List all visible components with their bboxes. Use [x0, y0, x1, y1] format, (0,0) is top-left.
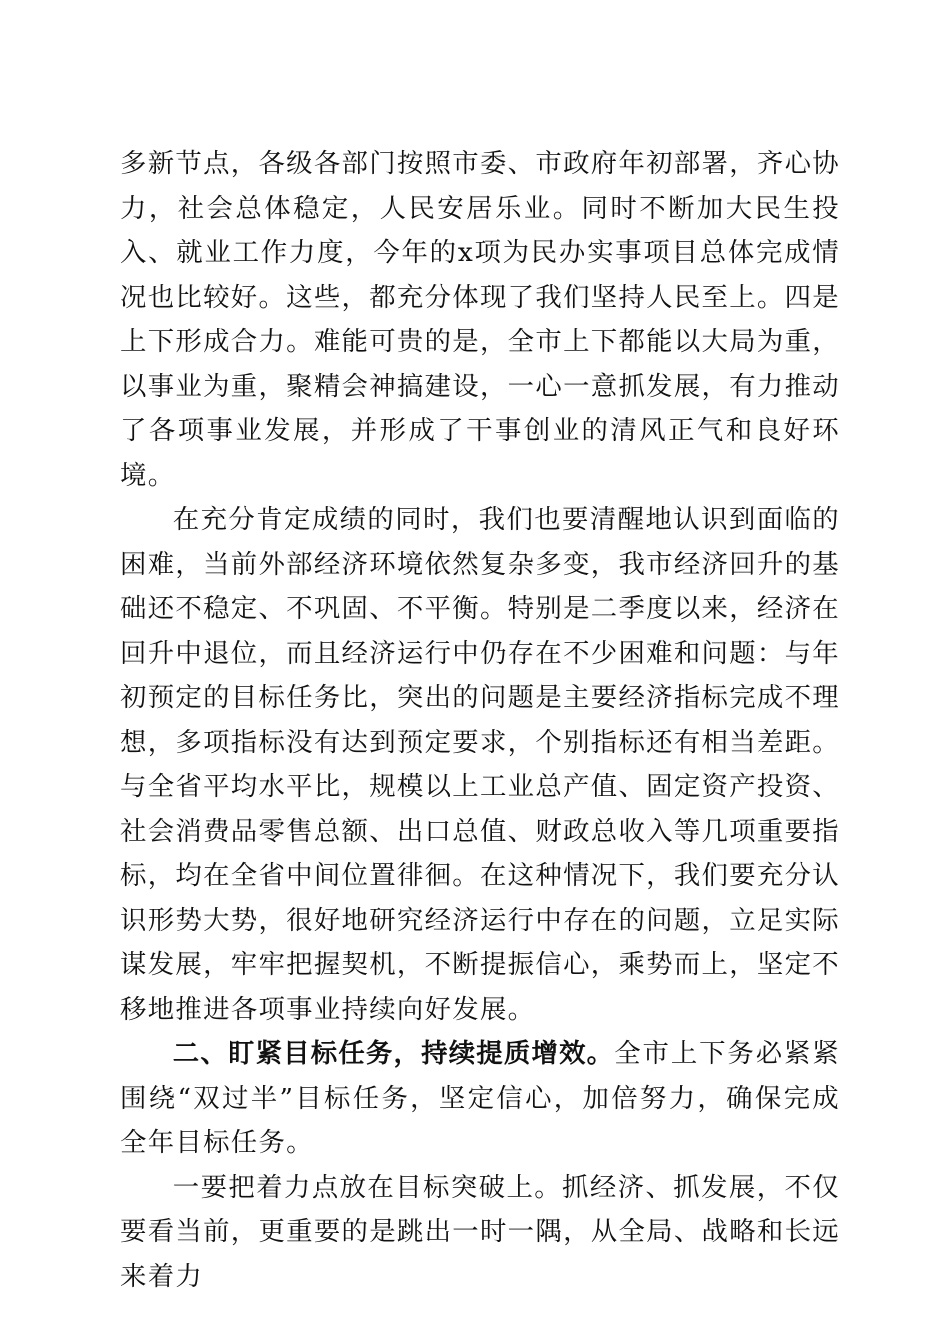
section-heading: 二、盯紧目标任务，持续提质增效。	[172, 1038, 615, 1069]
paragraph-3-text: 全市上下务必紧紧围绕“双过半”目标任务，坚定信心，加倍努力，确保完成全年目标任务。	[120, 1038, 840, 1158]
paragraph-1	[120, 142, 840, 498]
paragraph-1-text: 多新节点，各级各部门按照市委、市政府年初部署，齐心协力，社会总体稳定，人民安居乐业。同时不断加大民生投入、就业工作力度，今年的x项为民办实事项目总体完成情况也比较好。这些，都充分体现了我们坚持人民至上。四是上下形成合力。难能可贵的是，全市上下都能以大局为重，以事业为重，聚精会神搞建设，一心一意抓发展，有力推动了各项事业发展，并形成了干事创业的清风正气和良好环境。	[120, 148, 840, 491]
paragraph-3	[120, 1032, 840, 1166]
document-body	[120, 142, 840, 1299]
paragraph-4	[120, 1166, 840, 1300]
paragraph-2-text: 在充分肯定成绩的同时，我们也要清醒地认识到面临的困难，当前外部经济环境依然复杂多变，我市经济回升的基础还不稳定、不巩固、不平衡。特别是二季度以来，经济在回升中退位，而且经济运行中仍存在不少困难和问题：与年初预定的目标任务比，突出的问题是主要经济指标完成不理想，多项指标没有达到预定要求，个别指标还有相当差距。与全省平均水平比，规模以上工业总产值、固定资产投资、社会消费品零售总额、出口总值、财政总收入等几项重要指标，均在全省中间位置徘徊。在这种情况下，我们要充分认识形势大势，很好地研究经济运行中存在的问题，立足实际谋发展，牢牢把握契机，不断提振信心，乘势而上，坚定不移地推进各项事业持续向好发展。	[120, 504, 840, 1025]
paragraph-4-text: 一要把着力点放在目标突破上。抓经济、抓发展，不仅要看当前，更重要的是跳出一时一隅，从全局、战略和长远来着力	[120, 1171, 840, 1292]
paragraph-2	[120, 498, 840, 1032]
